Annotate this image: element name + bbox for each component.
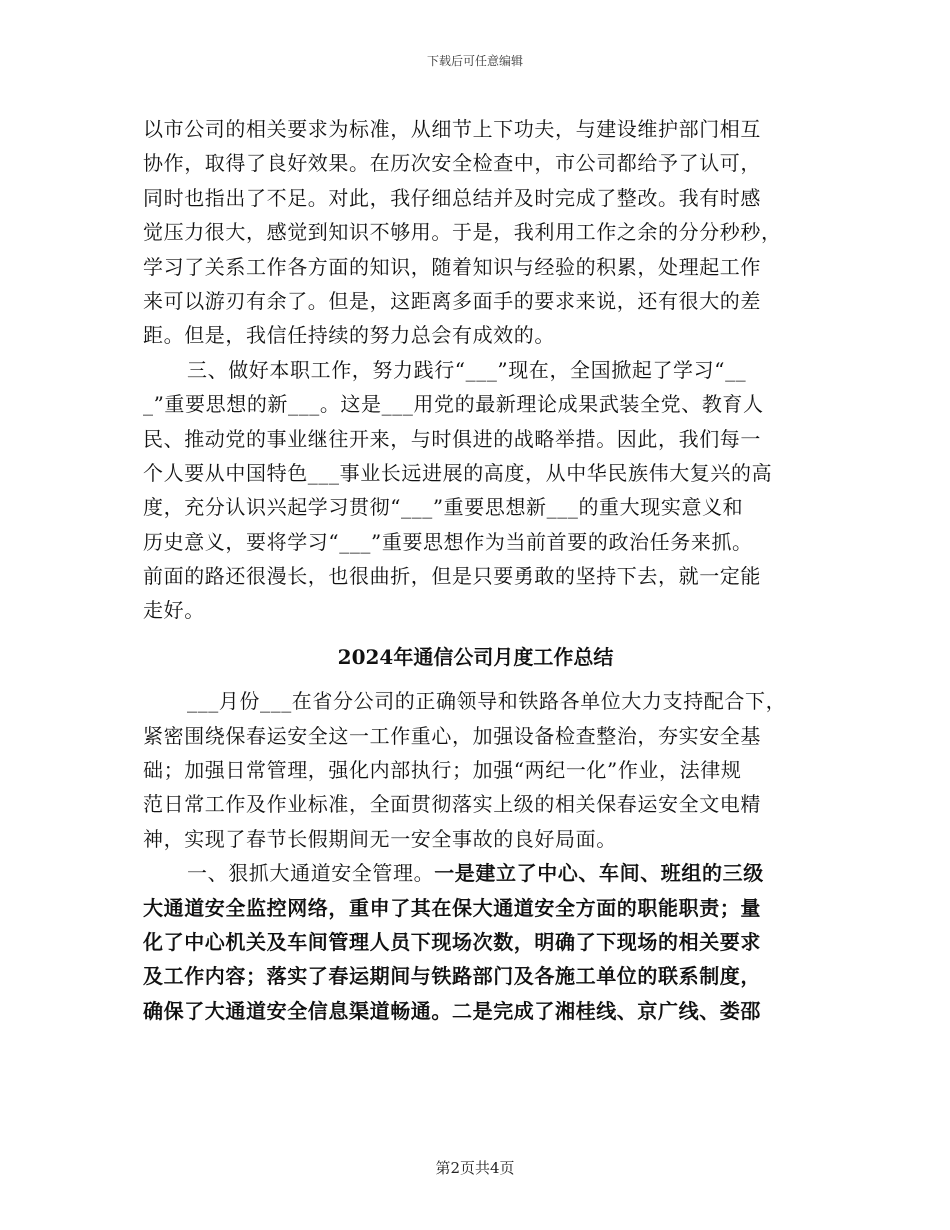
text-line: 走好。	[143, 598, 205, 623]
text-line: 学习了关系工作各方面的知识，随着知识与经验的积累，处理起工作	[143, 254, 761, 279]
paragraph-section-1	[143, 112, 808, 353]
text-line: 度，充分认识兴起学习贯彻“___”重要思想新___的重大现实意义和	[143, 495, 744, 520]
section-heading-text: 一、狠抓大通道安全管理。	[187, 861, 435, 886]
text-line: 化了中心机关及车间管理人员下现场次数，明确了下现场的相关要求	[143, 929, 761, 954]
paragraph-intro	[143, 684, 808, 856]
text-line: 来可以游刃有余了。但是，这距离多面手的要求来说，还有很大的差	[143, 288, 761, 313]
text-line: 范日常工作及作业标准，全面贯彻落实上级的相关保春运安全文电精	[143, 792, 761, 817]
text-line: 以市公司的相关要求为标准，从细节上下功夫，与建设维护部门相互	[143, 117, 761, 141]
bold-text: 一是建立了中心、车间、班组的三级	[434, 861, 764, 886]
text-line: _”重要思想的新___。这是___用党的最新理论成果武装全党、教育人	[143, 392, 764, 417]
text-line: 协作，取得了良好效果。在历次安全检查中，市公司都给予了认可，	[143, 151, 761, 176]
text-line: 三、做好本职工作，努力践行“___”现在，全国掀起了学习“__	[187, 357, 747, 382]
paragraph-section-3	[143, 353, 808, 628]
text-line: 觉压力很大，感觉到知识不够用。于是，我利用工作之余的分分秒秒，	[143, 220, 782, 245]
text-line: 神，实现了春节长假期间无一安全事故的良好局面。	[143, 826, 617, 851]
document-title: 2024年通信公司月度工作总结	[337, 644, 614, 669]
text-line: 个人要从中国特色___事业长远进展的高度，从中华民族伟大复兴的高	[143, 460, 773, 485]
text-line: 民、推动党的事业继往开来，与时俱进的战略举措。因此，我们每一	[143, 426, 761, 451]
text-line: 大通道安全监控网络，重申了其在保大通道安全方面的职能职责；量	[143, 895, 761, 920]
text-line: 前面的路还很漫长，也很曲折，但是只要勇敢的坚持下去，就一定能	[143, 564, 761, 589]
text-line	[143, 856, 808, 890]
page-number-footer: 第2页共4页	[435, 1159, 515, 1177]
page-header: 下载后可任意编辑	[426, 54, 523, 68]
text-line: 础；加强日常管理，强化内部执行；加强“两纪一化”作业，法律规	[143, 758, 742, 783]
text-line: 同时也指出了不足。对此，我仔细总结并及时完成了整改。我有时感	[143, 185, 761, 210]
text-line: 历史意义，要将学习“___”重要思想作为当前首要的政治任务来抓。	[143, 529, 753, 554]
paragraph-safety-management	[143, 856, 808, 1028]
text-line: 距。但是，我信任持续的努力总会有成效的。	[143, 323, 555, 348]
text-line: 紧密围绕保春运安全这一工作重心，加强设备检查整治，夯实安全基	[143, 723, 761, 748]
text-line: 确保了大通道安全信息渠道畅通。二是完成了湘桂线、京广线、娄邵	[143, 998, 761, 1023]
text-line: 及工作内容；落实了春运期间与铁路部门及各施工单位的联系制度，	[143, 964, 761, 989]
text-line: ___月份___在省分公司的正确领导和铁路各单位大力支持配合下，	[187, 689, 787, 714]
document-body	[143, 112, 808, 1028]
